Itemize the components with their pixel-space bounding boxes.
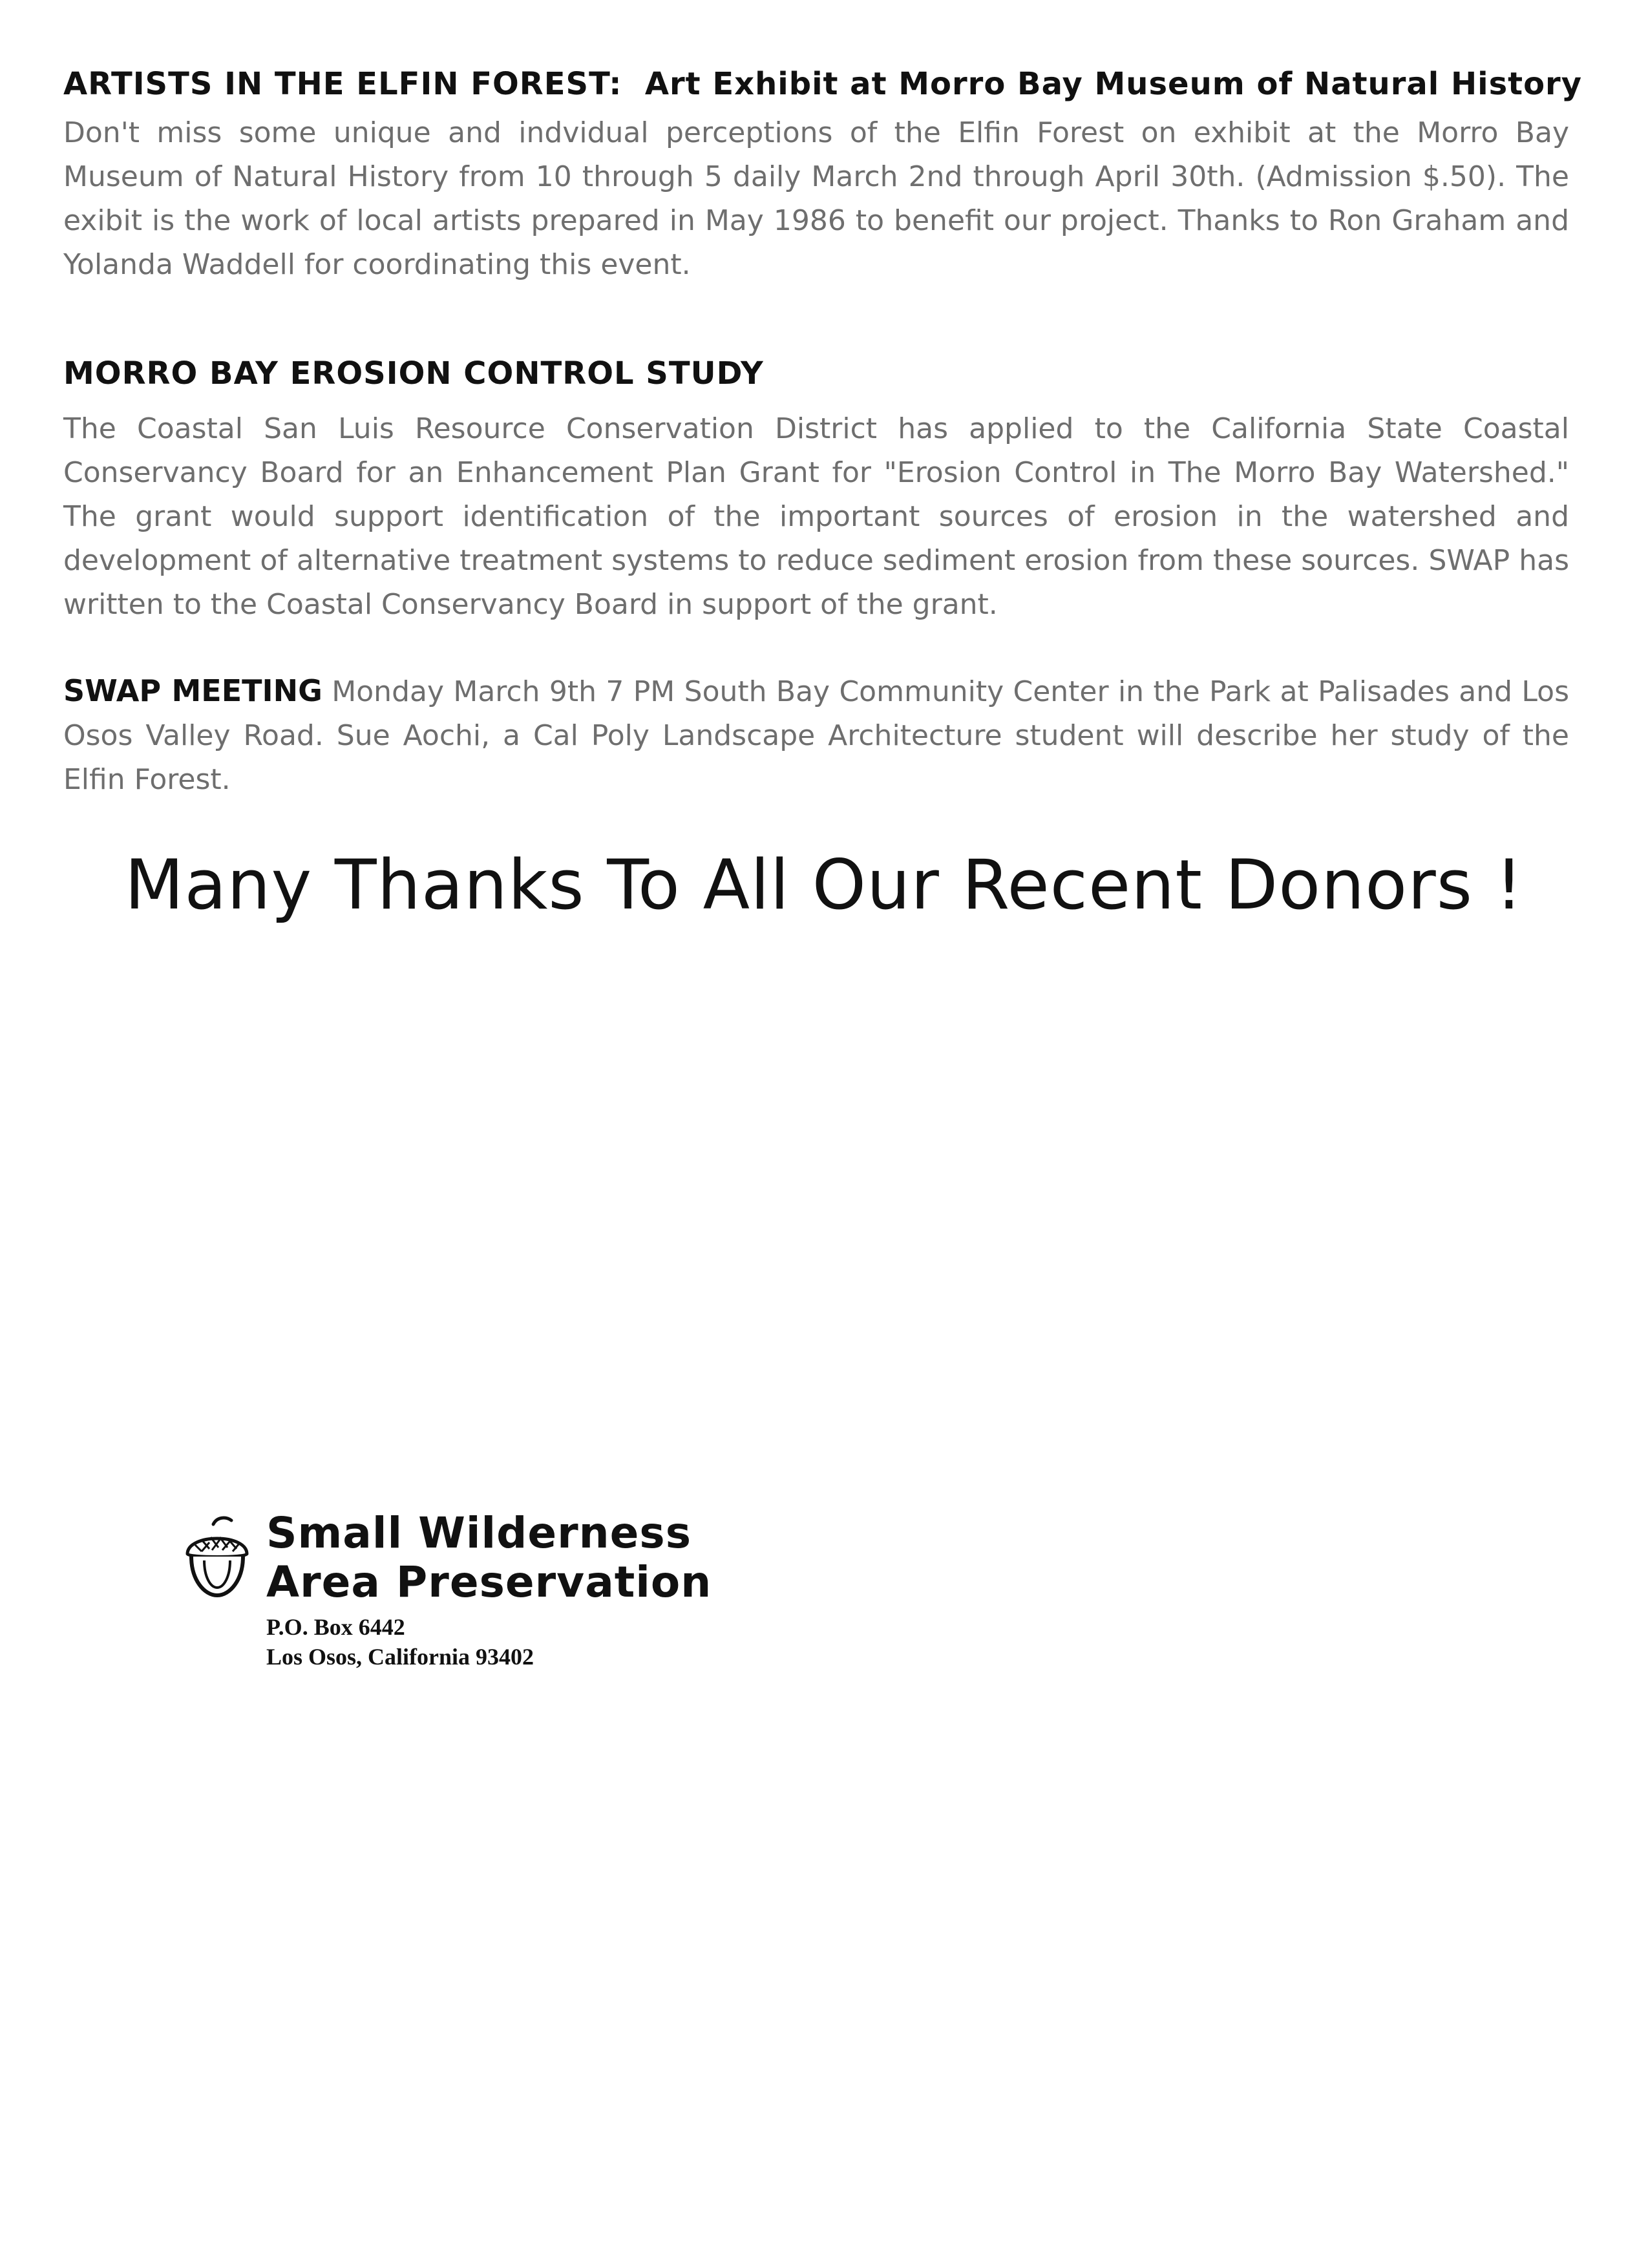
artists-heading [63, 65, 1583, 103]
artists-title: ARTISTS IN THE ELFIN FOREST: [63, 66, 622, 102]
swap-body: Monday March 9th 7 PM South Bay Community Center in the Park at Palisades and Los Osos Valley Road. Sue Aochi, a Cal Poly Landscape Architecture student will describe her study of the Elfin Forest. [63, 675, 1569, 796]
swap-section [63, 669, 1569, 802]
erosion-section [63, 354, 1569, 627]
artists-section [63, 65, 1583, 287]
acorn-icon [182, 1515, 252, 1598]
organization-block [176, 1509, 822, 1703]
organization-name-line1: Small Wilderness [266, 1508, 692, 1558]
artists-subtitle: Art Exhibit at Morro Bay Museum of Natural History [644, 66, 1583, 102]
organization-name [266, 1509, 712, 1607]
organization-name-line2: Area Preservation [266, 1557, 712, 1607]
swap-title: SWAP MEETING [63, 673, 322, 708]
artists-body: Don't miss some unique and indvidual perceptions of the Elfin Forest on exhibit at the Morro Bay Museum of Natural History from 10 through 5 daily March 2nd through April 30th. (Admission $.50). The exibit is the work of local artists prepared in May 1986 to benefit our project. Thanks to Ron Graham and Yolanda Waddell for coordinating this event. [63, 116, 1569, 281]
address-line2: Los Osos, California 93402 [266, 1644, 534, 1670]
erosion-body: The Coastal San Luis Resource Conservation District has applied to the California State Coastal Conservancy Board for an Enhancement Plan Grant for "Erosion Control in The Morro Bay Watershed." The grant would support identification of the important sources of erosion in the watershed and development of alternative treatment systems to reduce sediment erosion from these sources. SWAP has written to the Coastal Conservancy Board in support of the grant. [63, 412, 1569, 621]
organization-address [266, 1612, 534, 1672]
swap-paragraph [63, 669, 1569, 802]
thanks-banner: Many Thanks To All Our Recent Donors ! [124, 845, 1524, 925]
erosion-title: MORRO BAY EROSION CONTROL STUDY [63, 355, 764, 392]
address-line1: P.O. Box 6442 [266, 1614, 405, 1640]
